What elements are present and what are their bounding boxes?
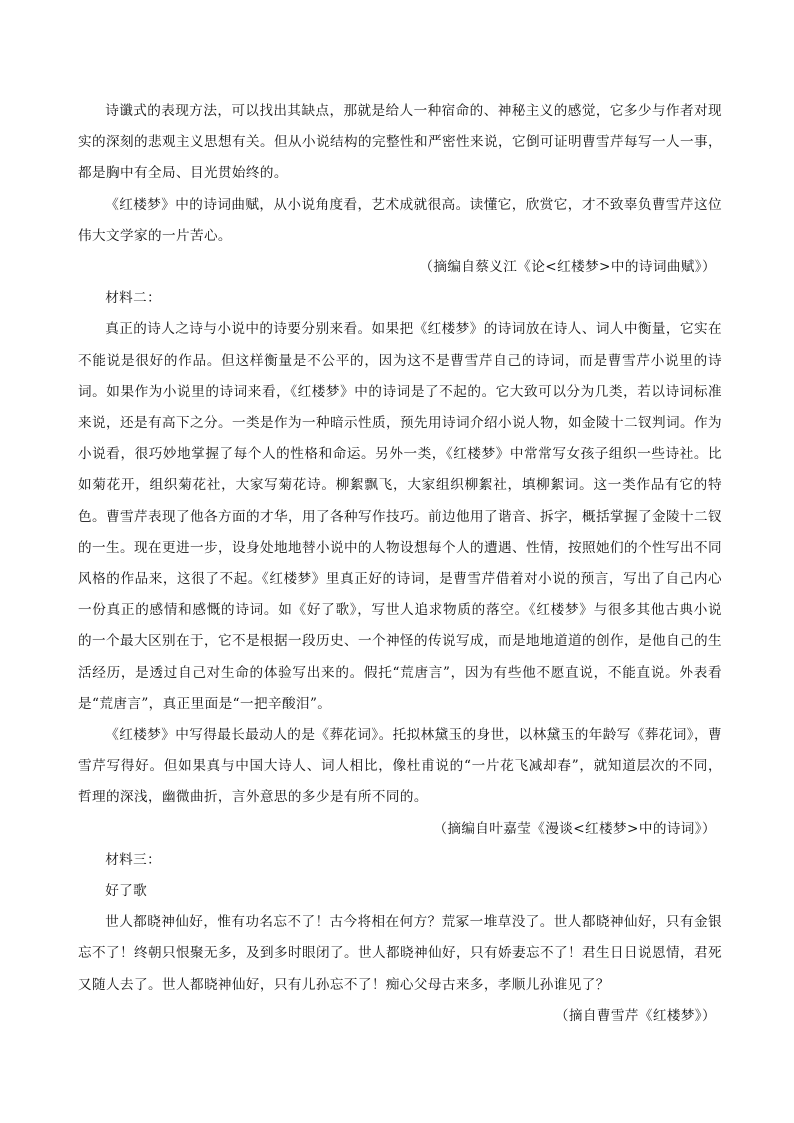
source-citation-2: （摘编自叶嘉莹《漫谈<红楼梦>中的诗词》）	[433, 820, 716, 837]
paragraph-poetic-prophecy: 诗谶式的表现方法，可以找出其缺点，那就是给人一种宿命的、神秘主义的感觉，它多少与作者对现实的深刻的悲观主义思想有关。但从小说结构的完整性和严密性来说，它倒可证明曹雪芹每写一人一事，都是胸中有全局、目光贯始终的。	[78, 103, 722, 182]
document-body	[78, 96, 722, 1032]
paragraph-poetry-achievement: 《红楼梦》中的诗词曲赋，从小说角度看，艺术成就很高。读懂它，欣赏它，才不致辜负曹雪芹这位伟大文学家的一片苦心。	[78, 196, 722, 244]
paragraph-haoliao-song: 世人都晓神仙好，惟有功名忘不了！古今将相在何方？荒冢一堆草没了。世人都晓神仙好，只有金银忘不了！终朝只恨聚无多，及到多时眼闭了。世人都晓神仙好，只有娇妻忘不了！君生日日说恩情，君死又随人去了。世人都晓神仙好，只有儿孙忘不了！痴心父母古来多，孝顺儿孙谁见了？	[78, 914, 722, 993]
source-citation-1: （摘编自蔡义江《论<红楼梦>中的诗词曲赋》）	[419, 259, 716, 276]
material-three-label: 材料三：	[105, 851, 162, 868]
source-citation-3: （摘自曹雪芹《红楼梦》）	[554, 1007, 716, 1024]
paragraph-poet-vs-novel: 真正的诗人之诗与小说中的诗要分别来看。如果把《红楼梦》的诗词放在诗人、词人中衡量，它实在不能说是很好的作品。但这样衡量是不公平的，因为这不是曹雪芹自己的诗词，而是曹雪芹小说里的诗词。如果作为小说里的诗词来看，《红楼梦》中的诗词是了不起的。它大致可以分为几类，若以诗词标准来说，还是有高下之分。一类是作为一种暗示性质，预先用诗词介绍小说人物，如金陵十二钗判词。作为小说看，很巧妙地掌握了每个人的性格和命运。另外一类，《红楼梦》中常常写女孩子组织一些诗社。比如菊花开，组织菊花社，大家写菊花诗。柳絮飘飞，大家组织柳絮社，填柳絮词。这一类作品有它的特色。曹雪芹表现了他各方面的才华，用了各种写作技巧。前边他用了谐音、拆字，概括掌握了金陵十二钗的一生。现在更进一步，设身处地地替小说中的人物设想每个人的遭遇、性情，按照她们的个性写出不同风格的作品来，这很了不起。《红楼梦》里真正好的诗词，是曹雪芹借着对小说的预言，写出了自己内心一份真正的感情和感慨的诗词。如《好了歌》，写世人追求物质的落空。《红楼梦》与很多其他古典小说的一个最大区别在于，它不是根据一段历史、一个神怪的传说写成，而是地地道道的创作，是他自己的生活经历，是透过自己对生命的体验写出来的。假托“荒唐言”，因为有些他不愿直说，不能直说。外表看是“荒唐言”，真正里面是“一把辛酸泪”。	[78, 321, 722, 712]
song-title: 好了歌	[105, 883, 148, 900]
material-two-label: 材料二：	[105, 290, 162, 307]
paragraph-burying-flowers: 《红楼梦》中写得最长最动人的是《葬花词》。托拟林黛玉的身世，以林黛玉的年龄写《葬花词》，曹雪芹写得好。但如果真与中国大诗人、词人相比，像杜甫说的“一片花飞减却春”，就知道层次的不同，哲理的深浅，幽微曲折，言外意思的多少是有所不同的。	[78, 727, 722, 806]
